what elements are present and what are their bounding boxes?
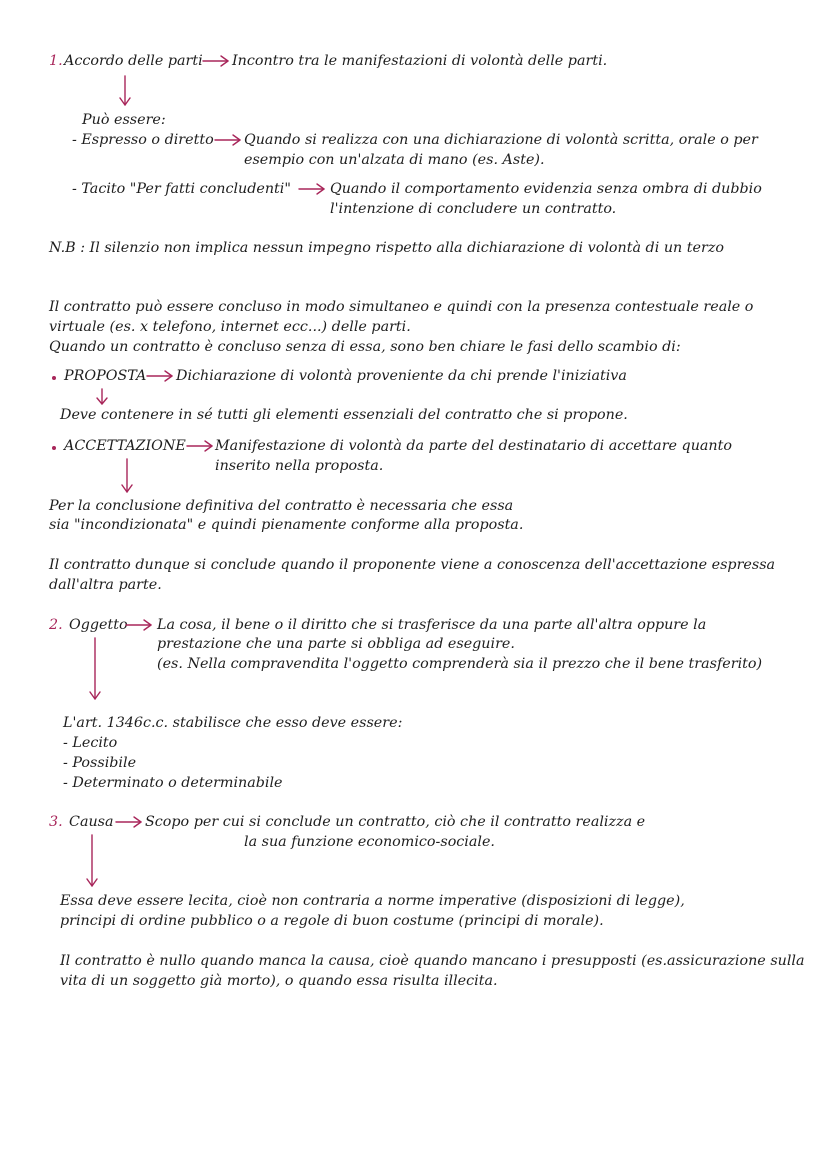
proposta-note: Deve contenere in sé tutti gli elementi essenziali del contratto che si propone. xyxy=(60,407,628,423)
arrow-right-icon xyxy=(185,439,215,453)
espresso-label: - Espresso o diretto xyxy=(72,132,214,148)
nullita-line2: vita di un soggetto già morto), o quando essa risulta illecita. xyxy=(60,973,498,989)
requisito-lecito: - Lecito xyxy=(63,735,118,751)
requisito-determinato: - Determinato o determinabile xyxy=(63,775,283,791)
section-1-definition: Incontro tra le manifestazioni di volontà delle parti. xyxy=(232,53,608,69)
section-3-title: Causa xyxy=(69,814,114,830)
contratto-paragraph-line2: virtuale (es. x telefono, internet ecc...) delle parti. xyxy=(49,319,411,335)
oggetto-definition-line3: (es. Nella compravendita l'oggetto comprenderà sia il prezzo che il bene trasferito) xyxy=(157,656,763,672)
conclusione-line1: Il contratto dunque si conclude quando il proponente viene a conoscenza dell'accettazione espressa xyxy=(49,557,776,573)
proposta-label: PROPOSTA xyxy=(64,368,147,384)
conclusione-line2: dall'altra parte. xyxy=(49,577,162,593)
arrow-down-icon xyxy=(88,636,102,702)
arrow-right-icon xyxy=(213,133,243,147)
accettazione-definition-line2: inserito nella proposta. xyxy=(215,458,384,474)
proposta-definition: Dichiarazione di volontà proveniente da chi prende l'iniziativa xyxy=(176,368,627,384)
accettazione-note-line1: Per la conclusione definitiva del contratto è necessaria che essa xyxy=(49,498,514,514)
oggetto-definition-line2: prestazione che una parte si obbliga ad eseguire. xyxy=(157,636,515,652)
nullita-line1: Il contratto è nullo quando manca la causa, cioè quando mancano i presupposti (es.assicurazione sulla xyxy=(60,953,805,969)
contratto-paragraph-line3: Quando un contratto è concluso senza di essa, sono ben chiare le fasi dello scambio di: xyxy=(49,339,681,355)
causa-definition-line2: la sua funzione economico-sociale. xyxy=(244,834,495,850)
causa-note-line2: principi di ordine pubblico o a regole di buon costume (principi di morale). xyxy=(60,913,604,929)
arrow-down-icon xyxy=(95,387,109,407)
nota-bene: N.B : Il silenzio non implica nessun impegno rispetto alla dichiarazione di volontà di un terzo xyxy=(49,240,724,256)
contratto-paragraph-line1: Il contratto può essere concluso in modo simultaneo e quindi con la presenza contestuale reale o xyxy=(49,299,754,315)
tacito-definition-line1: Quando il comportamento evidenzia senza ombra di dubbio xyxy=(330,181,762,197)
espresso-definition-line2: esempio con un'alzata di mano (es. Aste). xyxy=(244,152,545,168)
arrow-right-icon xyxy=(201,54,231,68)
arrow-right-icon xyxy=(297,182,327,196)
oggetto-definition-line1: La cosa, il bene o il diritto che si trasferisce da una parte all'altra oppure la xyxy=(157,617,707,633)
bullet-icon xyxy=(52,446,56,450)
bullet-icon xyxy=(52,376,56,380)
accettazione-note-line2: sia "incondizionata" e quindi pienamente conforme alla proposta. xyxy=(49,517,524,533)
causa-note-line1: Essa deve essere lecita, cioè non contraria a norme imperative (disposizioni di legge), xyxy=(60,893,685,909)
arrow-right-icon xyxy=(145,369,175,383)
puo-essere-label: Può essere: xyxy=(82,112,166,128)
tacito-label: - Tacito "Per fatti concludenti" xyxy=(72,181,291,197)
articolo-line: L'art. 1346c.c. stabilisce che esso deve essere: xyxy=(63,715,403,731)
section-2-title: Oggetto xyxy=(69,617,128,633)
arrow-right-icon xyxy=(114,815,144,829)
arrow-down-icon xyxy=(120,457,134,495)
accettazione-definition-line1: Manifestazione di volontà da parte del destinatario di accettare quanto xyxy=(215,438,732,454)
arrow-right-icon xyxy=(124,618,154,632)
section-2-number: 2. xyxy=(49,617,63,633)
tacito-definition-line2: l'intenzione di concludere un contratto. xyxy=(330,201,617,217)
accettazione-label: ACCETTAZIONE xyxy=(64,438,186,454)
arrow-down-icon xyxy=(85,833,99,889)
arrow-down-icon xyxy=(118,74,132,108)
requisito-possibile: - Possibile xyxy=(63,755,137,771)
espresso-definition-line1: Quando si realizza con una dichiarazione di volontà scritta, orale o per xyxy=(244,132,758,148)
section-1-number: 1. xyxy=(49,53,63,69)
section-3-number: 3. xyxy=(49,814,63,830)
section-1-title: Accordo delle parti xyxy=(64,53,203,69)
causa-definition-line1: Scopo per cui si conclude un contratto, ciò che il contratto realizza e xyxy=(145,814,646,830)
